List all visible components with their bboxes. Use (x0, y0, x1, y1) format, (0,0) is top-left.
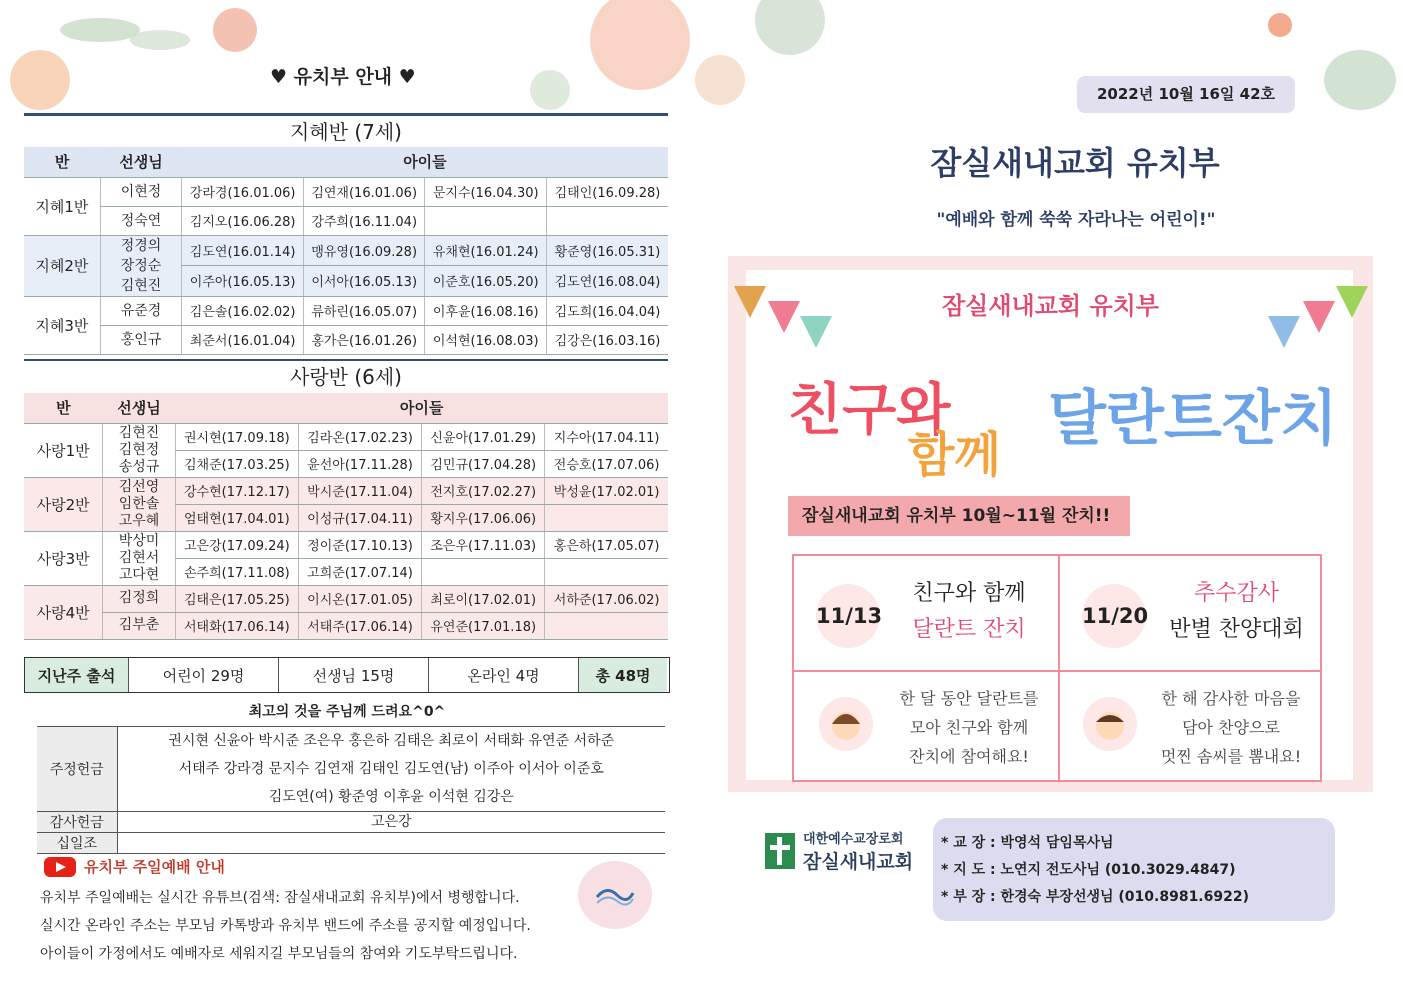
offering-table (37, 726, 665, 854)
offering-line: 서태주 강라경 문지수 김연재 김태인 김도연(남) 이주아 이서아 이준호 (178, 761, 604, 777)
church-names (803, 828, 913, 874)
table-row (24, 612, 668, 639)
notice-line: 실시간 온라인 주소는 부모님 카톡방과 유치부 밴드에 주소를 공지할 예정입니다. (40, 918, 531, 934)
group-name: 사랑3반 (24, 531, 103, 585)
kid-cell: 김태인(16.09.28) (546, 177, 668, 206)
church-name: 잠실새내교회 (803, 851, 914, 873)
kid-cell: 박성윤(17.02.01) (545, 477, 668, 504)
weekly-offering-label: 주정헌금 (37, 727, 117, 812)
teacher-name: 김현정 (118, 441, 160, 458)
col-header-class: 반 (24, 147, 100, 177)
kid-cell: 이성규(17.04.11) (298, 504, 421, 531)
offering-title: 최고의 것을 주님께 드려요^0^ (248, 704, 446, 720)
col-header-kids: 아이들 (175, 393, 668, 423)
teacher-name: 박상미 (118, 532, 160, 549)
kid-cell: 김채준(17.03.25) (175, 450, 298, 477)
col-header-kids: 아이들 (182, 147, 668, 177)
desc-line: 멋찐 솜씨를 뽐내요! (1160, 747, 1302, 766)
kid-cell: 서하준(17.06.02) (545, 585, 668, 612)
teacher-name: 홍인규 (100, 325, 182, 354)
class1-title: 지혜반 (7세) (24, 113, 668, 145)
table-row (37, 833, 665, 854)
kid-cell (545, 558, 668, 585)
kid-cell (545, 504, 668, 531)
kid-cell: 맹유영(16.09.28) (303, 235, 425, 266)
notice-line: 아이들이 가정에서도 예배자로 세워지길 부모님들의 참여와 기도부탁드립니다. (40, 946, 518, 962)
event-poster (728, 256, 1373, 792)
group-name: 지혜1반 (24, 177, 100, 235)
kid-cell: 이후윤(16.08.16) (425, 296, 547, 325)
group-name: 지혜2반 (24, 235, 100, 296)
thanks-offering-value: 고은강 (117, 812, 665, 833)
class2-title: 사랑반 (6세) (24, 359, 668, 391)
group-name: 지혜3반 (24, 296, 100, 354)
youtube-notice-title (44, 856, 225, 877)
kid-cell: 서태주(17.06.14) (298, 612, 421, 639)
kid-cell: 최준서(16.01.04) (182, 325, 304, 354)
kid-cell: 강라경(16.01.06) (182, 177, 304, 206)
kid-cell: 류하린(16.05.07) (303, 296, 425, 325)
kid-cell: 홍가은(16.01.26) (303, 325, 425, 354)
staff-principal: * 교 장 : 박영석 담임목사님 (941, 835, 1114, 851)
kid-cell: 문지수(16.04.30) (425, 177, 547, 206)
tithe-value (117, 833, 665, 854)
teacher-name: 김현서 (118, 549, 160, 566)
table-row (24, 296, 668, 325)
event1-title (894, 576, 1044, 648)
kid-cell: 윤선아(17.11.28) (298, 450, 421, 477)
poster-banner: 잠실새내교회 유치부 10월~11월 잔치!! (788, 496, 1130, 536)
kid-cell (425, 206, 547, 235)
desc-line: 한 해 감사한 마음을 (1161, 689, 1301, 708)
kid-cell: 김도희(16.04.04) (546, 296, 668, 325)
denomination: 대한예수교장로회 (803, 832, 904, 847)
weekly-offering-names (117, 727, 665, 812)
poster-big-text-1: 친구와 (788, 378, 951, 443)
cross-icon (765, 833, 795, 869)
teacher-names (103, 423, 176, 477)
table-row (24, 423, 668, 450)
staff-director: * 지 도 : 노연지 전도사님 (010.3029.4847) (941, 862, 1236, 878)
teacher-name: 임한솔 (118, 495, 160, 512)
kid-cell: 강주희(16.11.04) (303, 206, 425, 235)
table-row (24, 177, 668, 206)
table-row (24, 235, 668, 266)
kid-cell: 엄태현(17.04.01) (175, 504, 298, 531)
group-name: 사랑1반 (24, 423, 103, 477)
girl-face-icon (818, 696, 874, 752)
boy-face-icon (1082, 696, 1138, 752)
teacher-name: 김현진 (120, 277, 162, 294)
staff-head: * 부 장 : 한경숙 부장선생님 (010.8981.6922) (941, 889, 1249, 905)
kid-cell: 김도연(16.01.14) (182, 235, 304, 266)
kid-cell: 김민규(17.04.28) (422, 450, 545, 477)
offering-line: 권시현 신윤아 박시준 조은우 홍은하 김태은 최로이 서태화 유연준 서하준 (168, 733, 615, 749)
teacher-name: 정숙연 (100, 206, 182, 235)
kid-cell: 김도연(16.08.04) (546, 266, 668, 297)
col-header-teacher: 선생님 (100, 147, 182, 177)
kid-cell: 전승호(17.07.06) (545, 450, 668, 477)
tithe-label: 십일조 (37, 833, 117, 854)
kid-cell: 김태은(17.05.25) (175, 585, 298, 612)
attendance-online: 온라인 4명 (429, 658, 579, 692)
kid-cell: 이주아(16.05.13) (182, 266, 304, 297)
kid-cell: 서태화(17.06.14) (175, 612, 298, 639)
kid-cell (422, 558, 545, 585)
desc-line: 잔치에 참여해요! (909, 747, 1029, 766)
kid-cell: 고은강(17.09.24) (175, 531, 298, 558)
desc-line: 한 달 동안 달란트를 (899, 689, 1039, 708)
table-row (24, 206, 668, 235)
notice-line: 유치부 주일예배는 실시간 유튜브(검색: 잠실새내교회 유치부)에서 병행합니다. (40, 890, 520, 906)
kid-cell: 이준호(16.05.20) (425, 266, 547, 297)
kid-cell: 김강은(16.03.16) (546, 325, 668, 354)
kid-cell: 신윤아(17.01.29) (422, 423, 545, 450)
kid-cell: 지수아(17.04.11) (545, 423, 668, 450)
page-heading: ♥ 유치부 안내 ♥ (270, 66, 416, 88)
attendance-bar (24, 657, 670, 693)
kid-cell: 손주희(17.11.08) (175, 558, 298, 585)
staff-box (933, 818, 1335, 921)
kid-cell: 김연재(16.01.06) (303, 177, 425, 206)
kid-cell: 김은솔(16.02.02) (182, 296, 304, 325)
wave-logo-icon (595, 883, 635, 907)
grid-divider (794, 670, 1320, 672)
poster-title: 잠실새내교회 유치부 (941, 292, 1159, 320)
teacher-name: 고우혜 (118, 512, 160, 529)
poster-big-text-2: 함께 (908, 427, 1001, 483)
desc-line: 모아 친구와 함께 (909, 718, 1029, 737)
teacher-name: 김현진 (118, 424, 160, 441)
kid-cell: 고희준(17.07.14) (298, 558, 421, 585)
kid-cell: 최로이(17.02.01) (422, 585, 545, 612)
kid-cell (545, 612, 668, 639)
kid-cell (546, 206, 668, 235)
group-name: 사랑2반 (24, 477, 103, 531)
kid-cell: 강수현(17.12.17) (175, 477, 298, 504)
table-row (24, 531, 668, 558)
kid-cell: 조은우(17.11.03) (422, 531, 545, 558)
kid-cell: 유연준(17.01.18) (422, 612, 545, 639)
group-name: 사랑4반 (24, 585, 103, 639)
teacher-names (100, 235, 182, 296)
offering-line: 김도연(여) 황준영 이후윤 이석현 김강은 (268, 789, 514, 805)
kid-cell: 김지오(16.06.28) (182, 206, 304, 235)
class2-table (24, 393, 668, 640)
kindergarten-logo (578, 861, 652, 929)
kid-cell: 황준영(16.05.31) (546, 235, 668, 266)
teacher-names (103, 531, 176, 585)
event2-date: 11/20 (1082, 584, 1146, 648)
motto: "예배와 함께 쑥쑥 자라나는 어린이!" (936, 210, 1216, 230)
issue-date-badge: 2022년 10월 16일 42호 (1077, 76, 1295, 113)
youtube-notice-body (40, 884, 531, 968)
left-page (0, 0, 700, 992)
kid-cell: 황지우(17.06.06) (422, 504, 545, 531)
attendance-total: 총 48명 (579, 658, 667, 692)
teacher-name: 김선영 (118, 478, 160, 495)
attendance-kids: 어린이 29명 (129, 658, 279, 692)
kid-cell: 이시온(17.01.05) (298, 585, 421, 612)
teacher-name: 송성규 (118, 458, 160, 475)
event2-title (1159, 576, 1314, 648)
event2-line2: 반별 찬양대회 (1169, 617, 1304, 642)
grid-divider (1058, 556, 1060, 780)
desc-line: 담아 찬양으로 (1182, 718, 1280, 737)
youtube-icon (44, 857, 76, 877)
kid-cell: 김라온(17.02.23) (298, 423, 421, 450)
attendance-teachers: 선생님 15명 (279, 658, 429, 692)
teacher-name: 고다현 (118, 566, 160, 583)
event2-line1: 추수감사 (1193, 581, 1279, 606)
page-title: 잠실새내교회 유치부 (930, 144, 1220, 182)
table-row (37, 727, 665, 812)
col-header-teacher: 선생님 (103, 393, 176, 423)
kid-cell: 이석현(16.08.03) (425, 325, 547, 354)
kid-cell: 유채현(16.01.24) (425, 235, 547, 266)
youtube-title-text: 유치부 주일예배 안내 (84, 858, 225, 876)
teacher-name: 장정순 (120, 257, 162, 274)
kid-cell: 박시준(17.11.04) (298, 477, 421, 504)
event1-line1: 친구와 함께 (912, 581, 1026, 606)
teacher-names (103, 477, 176, 531)
teacher-name: 김부춘 (103, 612, 176, 639)
church-logo (765, 828, 913, 874)
teacher-name: 김정희 (103, 585, 176, 612)
kid-cell: 정이준(17.10.13) (298, 531, 421, 558)
table-row (24, 477, 668, 504)
teacher-name: 정경의 (120, 237, 162, 254)
table-row (24, 585, 668, 612)
event1-description (886, 684, 1052, 771)
kid-cell: 권시현(17.09.18) (175, 423, 298, 450)
teacher-name: 이현정 (100, 177, 182, 206)
teacher-name: 유준경 (100, 296, 182, 325)
event2-description (1146, 684, 1316, 771)
event-grid (792, 554, 1322, 782)
kid-cell: 홍은하(17.05.07) (545, 531, 668, 558)
event1-date: 11/13 (816, 584, 880, 648)
table-row (37, 812, 665, 833)
col-header-class: 반 (24, 393, 103, 423)
kid-cell: 전지호(17.02.27) (422, 477, 545, 504)
table-row (24, 325, 668, 354)
event1-line2: 달란트 잔치 (912, 617, 1026, 642)
kid-cell: 이서아(16.05.13) (303, 266, 425, 297)
thanks-offering-label: 감사헌금 (37, 812, 117, 833)
poster-big-text-3: 달란트잔치 (1048, 384, 1338, 454)
class1-table (24, 147, 668, 355)
attendance-label: 지난주 출석 (25, 658, 129, 692)
